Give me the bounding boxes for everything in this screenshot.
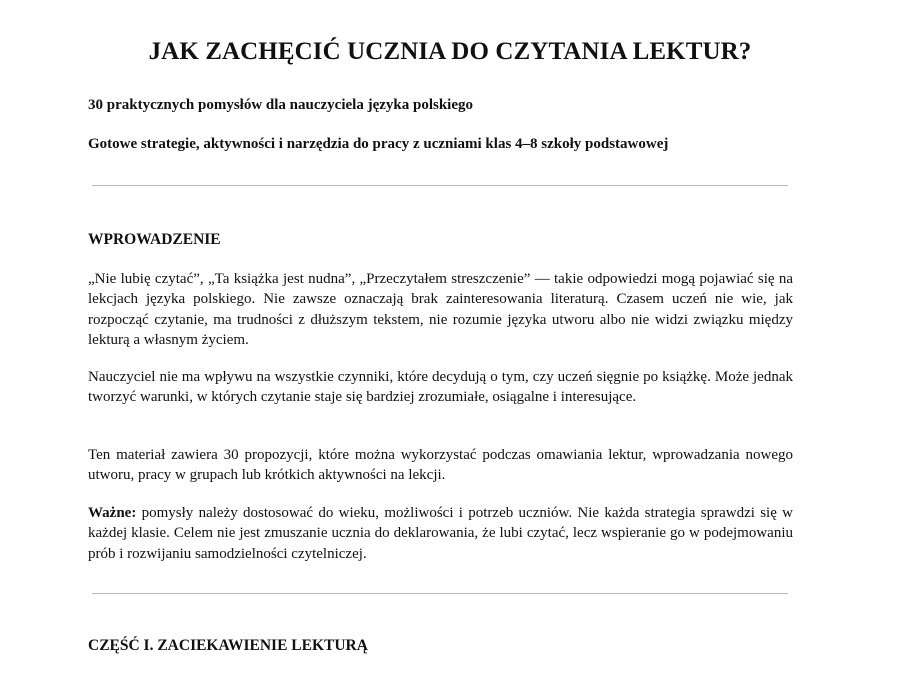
document-subtitle: 30 praktycznych pomysłów dla nauczyciela języka polskiego: [88, 97, 473, 113]
intro-paragraph: „Nie lubię czytać”, „Ta książka jest nudna”, „Przeczytałem streszczenie” — takie odpowiedzi mogą pojawiać się na lekcjach języka polskiego. Nie zawsze oznaczają brak zainteresowania literaturą. Czasem uczeń nie wie, jak rozpocząć czytanie, ma trudności z dłuższym tekstem, nie rozumie języka utworu albo nie widzi związku między lekturą a własnym życiem.: [88, 271, 793, 348]
important-note-text: pomysły należy dostosować do wieku, możliwości i potrzeb uczniów. Nie każda strategia sprawdzi się w każdej klasie. Celem nie jest zmuszanie ucznia do deklarowania, że lubi czytać, lecz wspieranie go w podejmowaniu prób i rozwijaniu samodzielności czytelniczej.: [88, 505, 793, 562]
section-heading-introduction: WPROWADZENIE: [88, 231, 221, 248]
horizontal-divider: [92, 593, 788, 594]
document-title: JAK ZACHĘCIĆ UCZNIA DO CZYTANIA LEKTUR?: [148, 38, 752, 65]
important-note-paragraph: [88, 503, 793, 564]
document-subtitle-secondary: Gotowe strategie, aktywności i narzędzia do pracy z uczniami klas 4–8 szkoły podstawowej: [88, 136, 669, 152]
section-heading-part-one: CZĘŚĆ I. ZACIEKAWIENIE LEKTURĄ: [88, 637, 368, 654]
intro-paragraph: Ten materiał zawiera 30 propozycji, które można wykorzystać podczas omawiania lektur, wprowadzania nowego utworu, pracy w grupach lub krótkich aktywności na lekcji.: [88, 447, 793, 484]
important-note-label: Ważne:: [88, 505, 137, 521]
intro-paragraph: Nauczyciel nie ma wpływu na wszystkie czynniki, które decydują o tym, czy uczeń sięgnie po książkę. Może jednak tworzyć warunki, w których czytanie staje się bardziej zrozumiałe, osiągalne i interesujące.: [88, 369, 793, 406]
horizontal-divider: [92, 185, 788, 186]
